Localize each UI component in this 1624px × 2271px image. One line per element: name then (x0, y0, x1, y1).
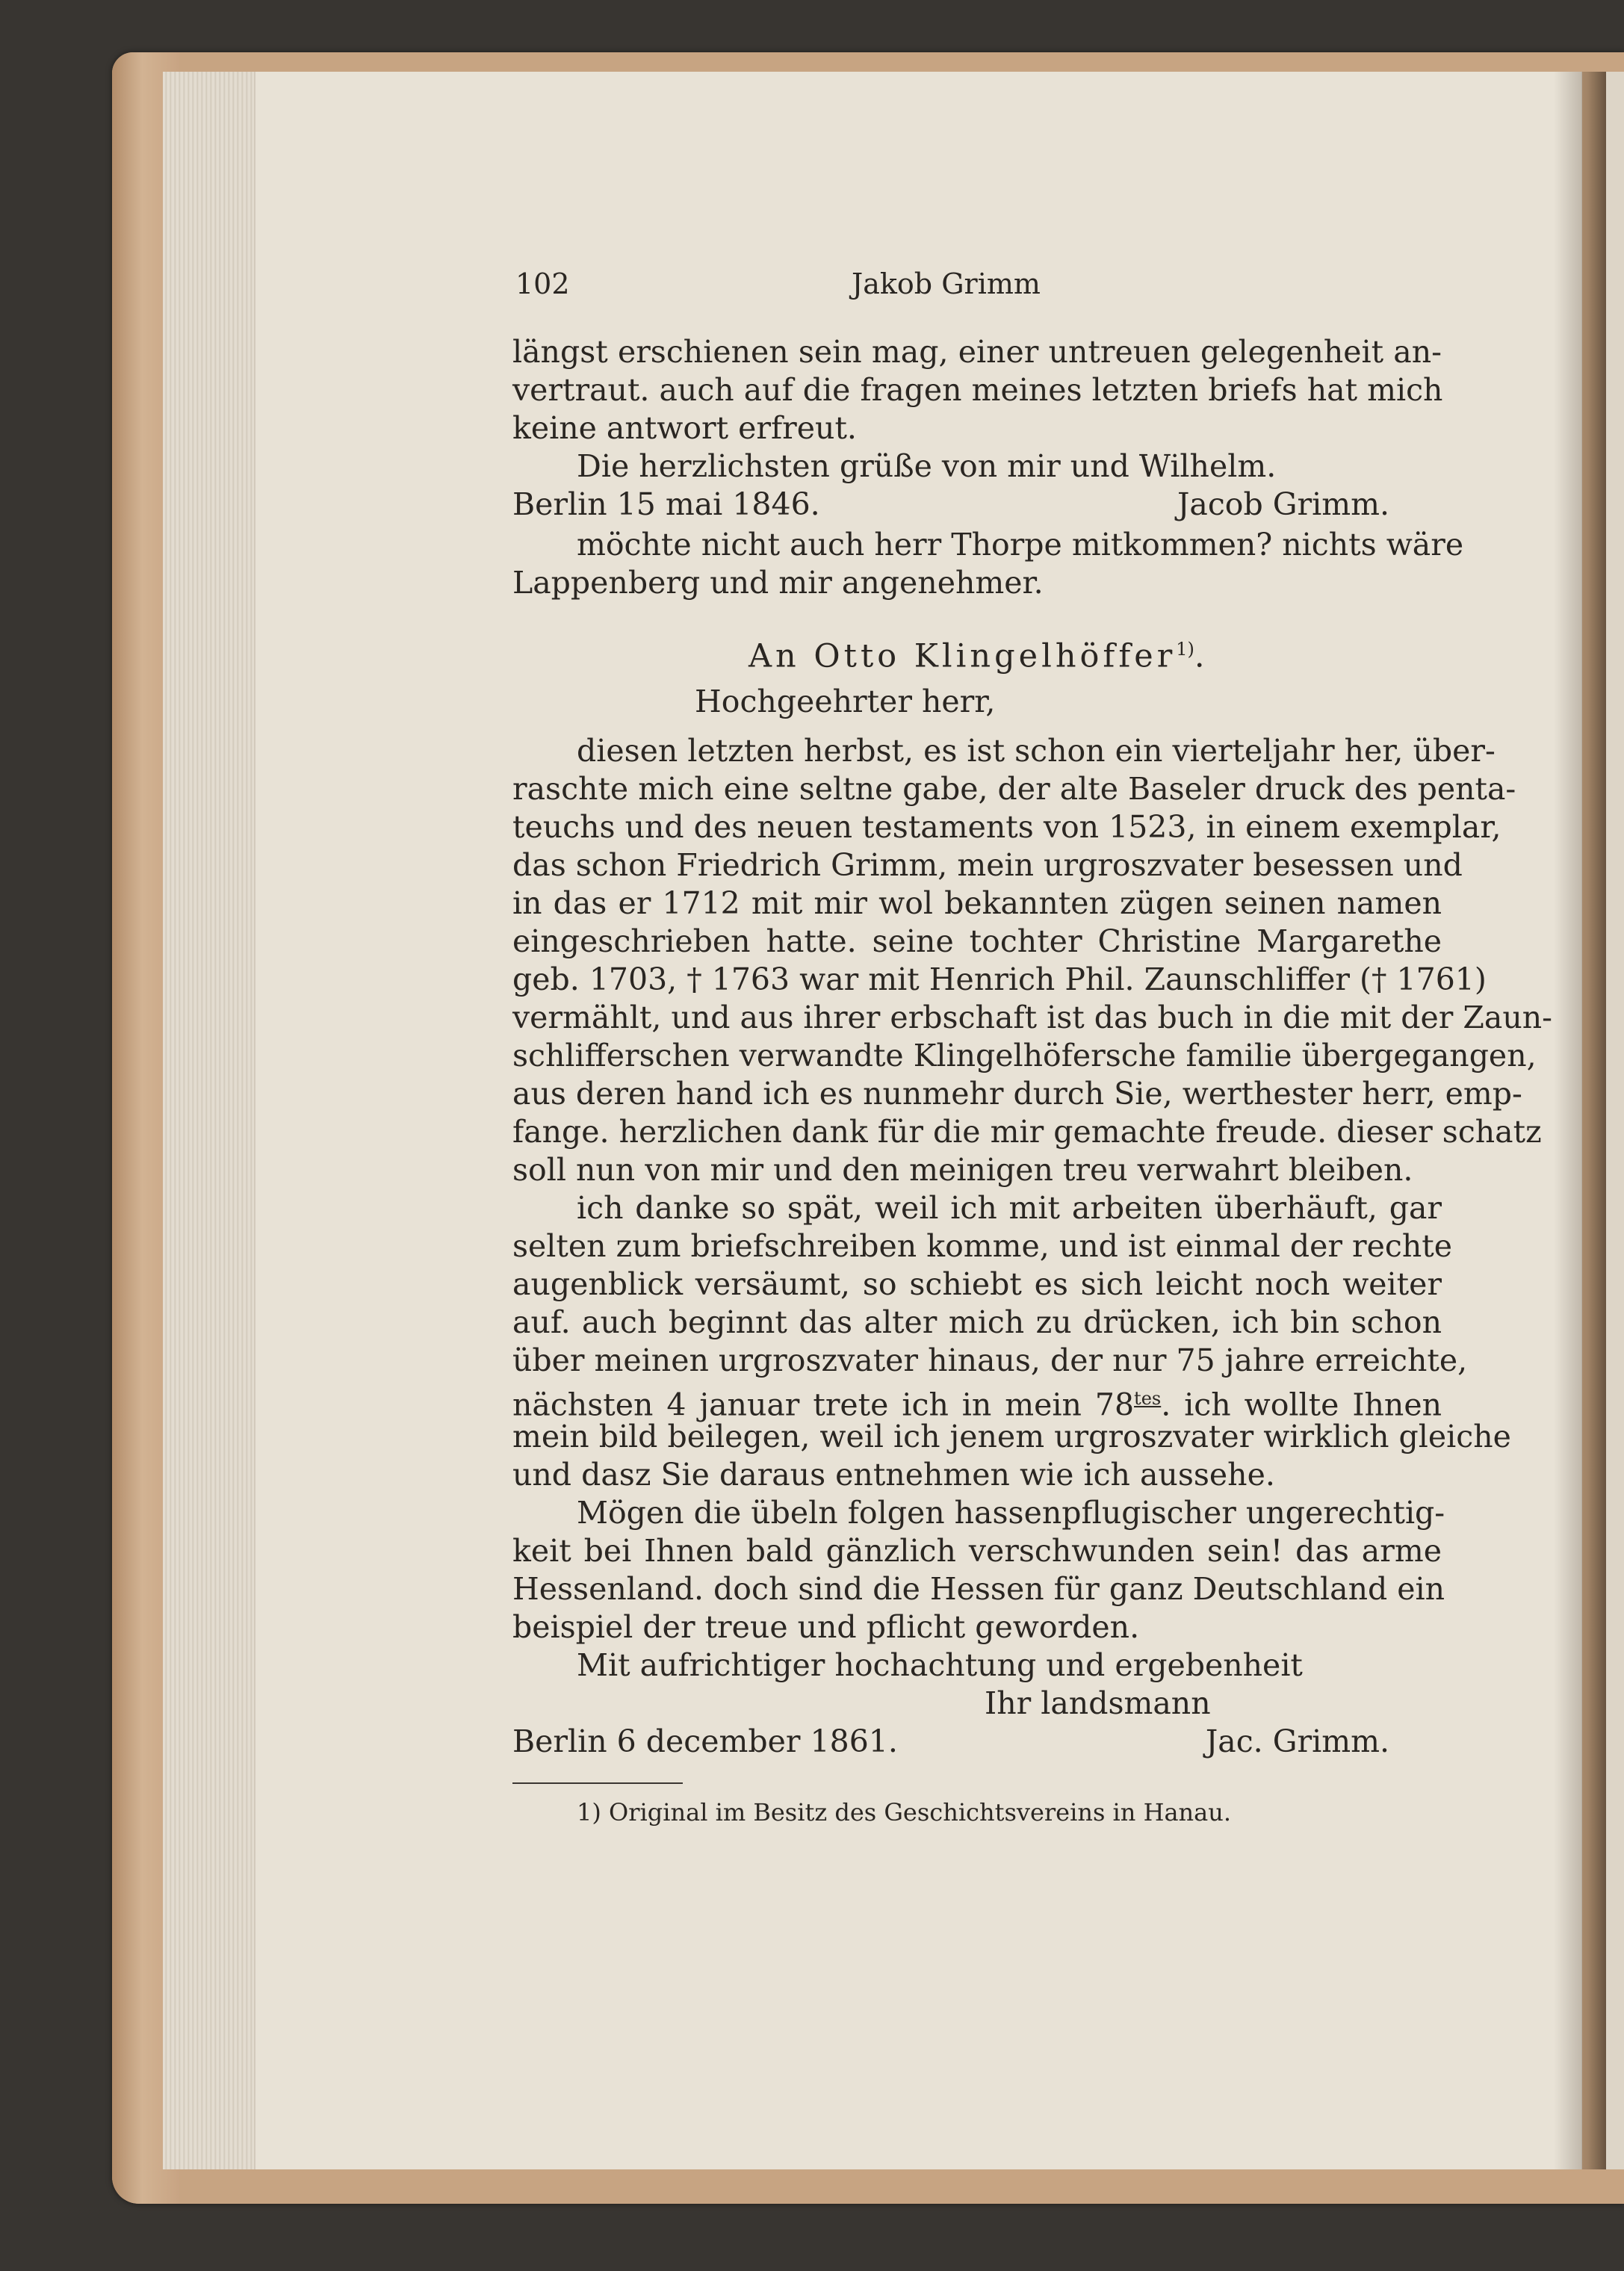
text-line: geb. 1703, † 1763 war mit Henrich Phil. Zaunschliffer († 1761) (512, 961, 1487, 997)
text-segment: nächsten 4 januar trete ich in mein 78 (512, 1387, 1135, 1423)
text-line: eingeschrieben hatte. seine tochter Christine Margarethe (512, 923, 1442, 959)
page-number: 102 (515, 267, 570, 300)
text-line: raschte mich eine seltne gabe, der alte Baseler druck des penta- (512, 771, 1516, 807)
letter-1-signoff (512, 486, 1442, 526)
place-date: Berlin 6 december 1861. (512, 1723, 898, 1759)
text-line: augenblick versäumt, so schiebt es sich leicht noch weiter (512, 1266, 1442, 1302)
letter-heading: An Otto Klingelhöffer$^{1)}$. (749, 637, 1209, 675)
letter-2 (512, 631, 1552, 1763)
running-title: Jakob Grimm (852, 267, 1041, 300)
facing-page-edge (1606, 72, 1624, 2169)
text-line: und dasz Sie daraus entnehmen wie ich aussehe. (512, 1457, 1275, 1493)
text-line (512, 1380, 1442, 1423)
signature: Jacob Grimm. (1177, 486, 1389, 522)
footnote-mark: 1) (1176, 639, 1194, 660)
text-line: selten zum briefschreiben komme, und ist einmal der rechte (512, 1228, 1452, 1264)
text-line: längst erschienen sein mag, einer untreuen gelegenheit an- (512, 334, 1442, 370)
text-line: diesen letzten herbst, es ist schon ein vierteljahr her, über- (577, 733, 1496, 769)
text-line: beispiel der treue und pflicht geworden. (512, 1609, 1140, 1645)
text-line: über meinen urgroszvater hinaus, der nur 75 jahre erreichte, (512, 1342, 1468, 1378)
text-line: mein bild beilegen, weil ich jenem urgroszvater wirklich gleiche (512, 1419, 1511, 1454)
closing-formula: Mit aufrichtiger hochachtung und ergebenheit (577, 1647, 1303, 1683)
text-line: keine antwort erfreut. (512, 410, 857, 446)
running-header (515, 267, 1442, 305)
text-line: Mögen die übeln folgen hassenpflugischer ungerechtig- (577, 1495, 1445, 1531)
closing-sign: Ihr landsmann (985, 1685, 1211, 1721)
text-line: aus deren hand ich es nunmehr durch Sie, werthester herr, emp- (512, 1076, 1522, 1112)
salutation: Hochgeehrter herr, (695, 684, 996, 719)
text-line: auf. auch beginnt das alter mich zu drücken, ich bin schon (512, 1304, 1442, 1340)
letter-1 (512, 333, 1464, 602)
postscript-line: Lappenberg und mir angenehmer. (512, 565, 1044, 601)
text-line: Hessenland. doch sind die Hessen für ganz Deutschland ein (512, 1571, 1445, 1607)
greeting-line: Die herzlichsten grüße von mir und Wilhelm. (577, 448, 1277, 484)
page-body (512, 333, 1552, 1829)
letter-2-signoff (512, 1723, 1442, 1763)
footnote: 1) Original im Besitz des Geschichtsvereins in Hanau. (577, 1798, 1232, 1827)
text-line: in das er 1712 mit mir wol bekannten zügen seinen namen (512, 885, 1442, 921)
page-gutter-shadow (1554, 72, 1606, 2169)
ordinal-superscript: tes (1134, 1388, 1162, 1409)
text-line: fange. herzlichen dank für die mir gemachte freude. dieser schatz (512, 1114, 1542, 1150)
text-line: vermählt, und aus ihrer erbschaft ist das buch in die mit der Zaun- (512, 1000, 1552, 1035)
text-line: ich danke so spät, weil ich mit arbeiten überhäuft, gar (577, 1190, 1442, 1226)
text-line: schlifferschen verwandte Klingelhöfersche familie übergegangen, (512, 1038, 1537, 1073)
text-segment: . ich wollte Ihnen (1161, 1387, 1442, 1423)
letter-heading-text: An Otto Klingelhöffer (749, 637, 1177, 675)
text-line: keit bei Ihnen bald gänzlich verschwunden sein! das arme (512, 1533, 1442, 1569)
text-line: teuchs und des neuen testaments von 1523, in einem exemplar, (512, 809, 1501, 845)
place-date: Berlin 15 mai 1846. (512, 486, 820, 522)
signature: Jac. Grimm. (1205, 1723, 1389, 1759)
text-line: das schon Friedrich Grimm, mein urgroszvater besessen und (512, 847, 1463, 883)
text-line: vertraut. auch auf die fragen meines letzten briefs hat mich (512, 372, 1443, 408)
footnote-divider (512, 1782, 683, 1784)
postscript-line: möchte nicht auch herr Thorpe mitkommen? nichts wäre (577, 527, 1464, 563)
text-line: soll nun von mir und den meinigen treu verwahrt bleiben. (512, 1152, 1413, 1188)
